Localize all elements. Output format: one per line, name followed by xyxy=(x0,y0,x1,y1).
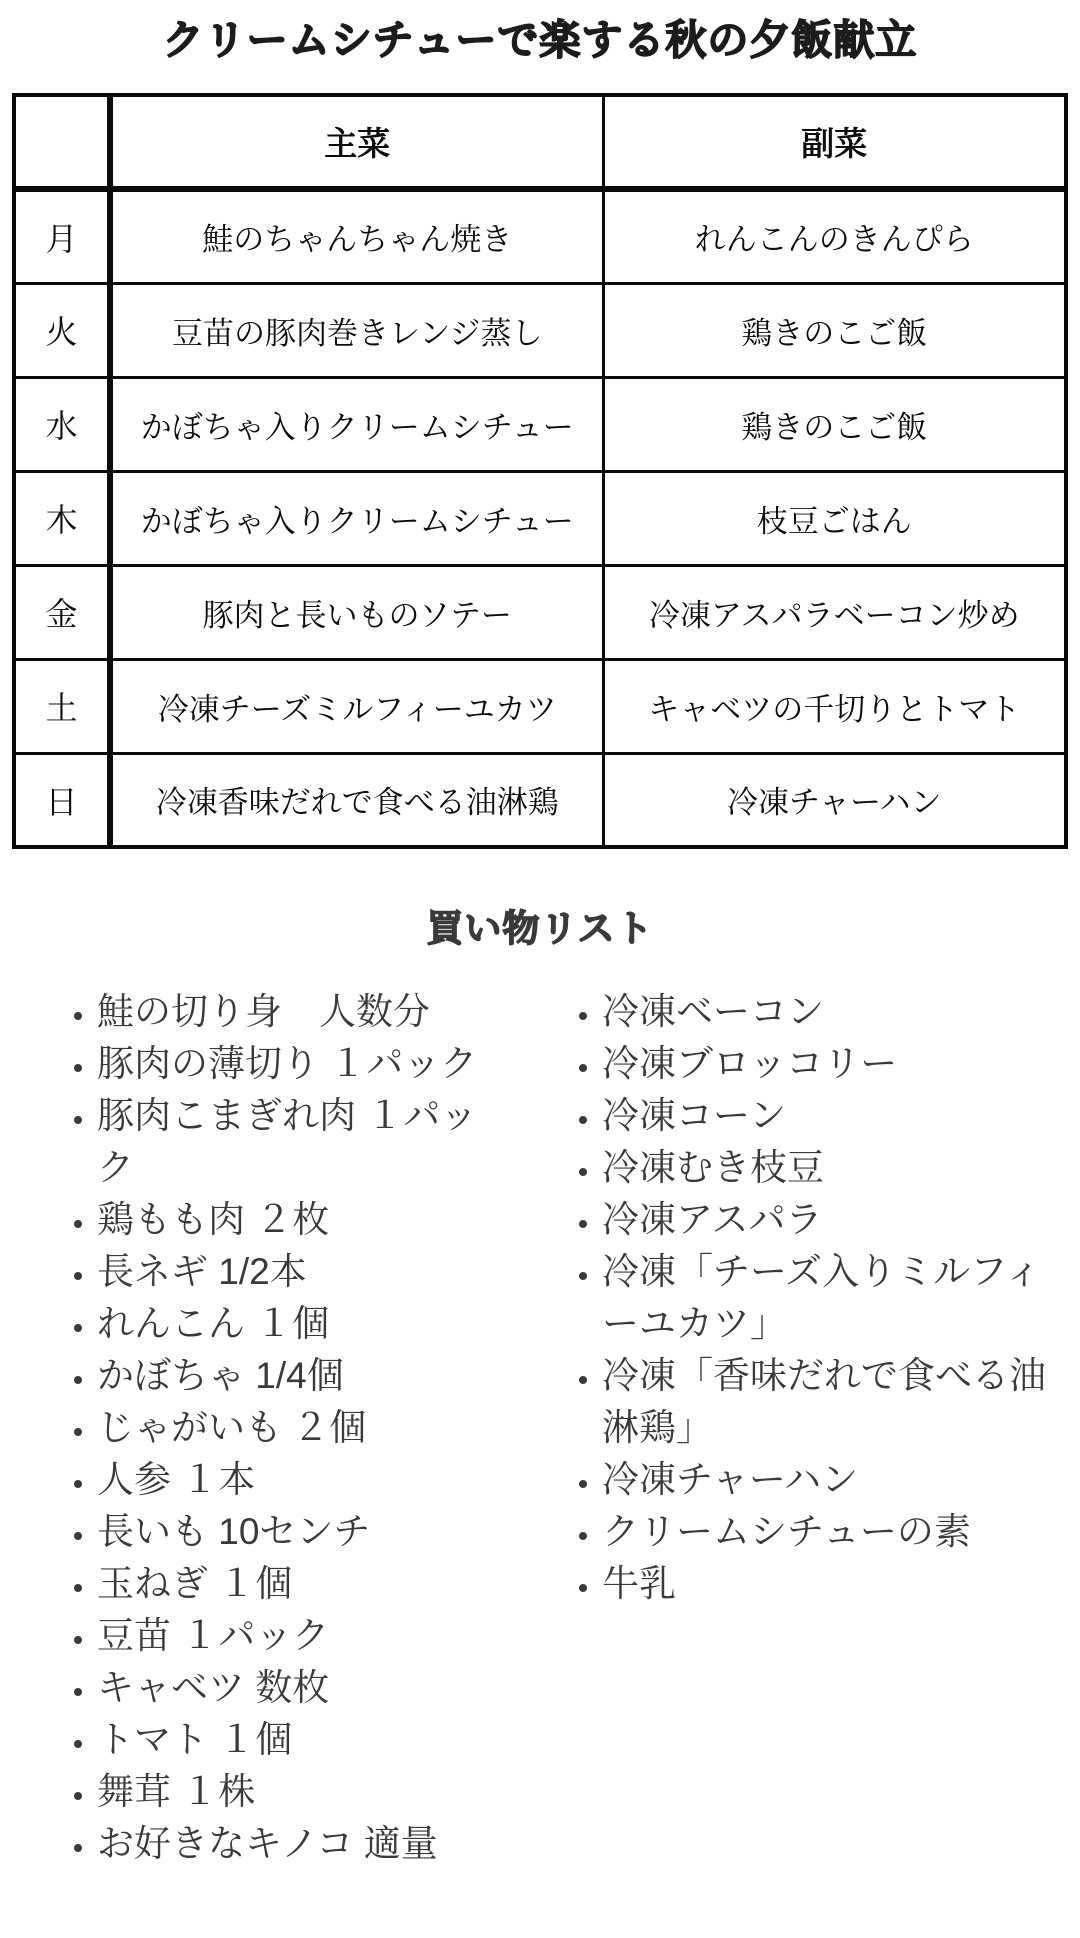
side-dish: れんこんのきんぴら xyxy=(603,189,1066,283)
list-item: • 舞茸 １株 xyxy=(97,1766,505,1818)
shopping-list-right-column xyxy=(505,986,1063,1610)
list-item: • 冷凍ブロッコリー xyxy=(602,1038,1063,1090)
day-label: 木 xyxy=(14,471,110,565)
list-item: • 冷凍むき枝豆 xyxy=(602,1142,1063,1194)
list-item: • かぼちゃ 1/4個 xyxy=(97,1350,505,1402)
day-label: 月 xyxy=(14,189,110,283)
side-dish: キャベツの千切りとトマト xyxy=(603,659,1066,753)
table-row-monday xyxy=(14,189,1066,283)
main-dish: 冷凍チーズミルフィーユカツ xyxy=(110,659,603,753)
weekly-menu-table xyxy=(12,93,1068,849)
list-item: • 長いも 10センチ xyxy=(97,1506,505,1558)
side-dish: 冷凍アスパラベーコン炒め xyxy=(603,565,1066,659)
list-item: • 長ネギ 1/2本 xyxy=(97,1246,505,1298)
main-dish: かぼちゃ入りクリームシチュー xyxy=(110,377,603,471)
table-row-saturday xyxy=(14,659,1066,753)
list-item: • キャベツ 数枚 xyxy=(97,1662,505,1714)
table-row-tuesday xyxy=(14,283,1066,377)
list-item: • 冷凍アスパラ xyxy=(602,1194,1063,1246)
list-item: • 玉ねぎ １個 xyxy=(97,1558,505,1610)
day-label: 水 xyxy=(14,377,110,471)
day-label: 日 xyxy=(14,753,110,847)
list-item: • 冷凍「香味だれで食べる油淋鶏」 xyxy=(602,1350,1063,1454)
shopping-list-title: 買い物リスト xyxy=(426,908,654,950)
day-label: 土 xyxy=(14,659,110,753)
main-dish: 鮭のちゃんちゃん焼き xyxy=(110,189,603,283)
list-item: • 牛乳 xyxy=(602,1558,1063,1610)
day-label: 火 xyxy=(14,283,110,377)
shopping-list xyxy=(0,986,1080,1870)
menu-header-row xyxy=(14,95,1066,189)
list-item: • 鮭の切り身 人数分 xyxy=(97,986,505,1038)
page-title: クリームシチューで楽する秋の夕飯献立 xyxy=(162,17,918,63)
list-item: • お好きなキノコ 適量 xyxy=(97,1818,505,1870)
table-row-sunday xyxy=(14,753,1066,847)
list-item: • 冷凍チャーハン xyxy=(602,1454,1063,1506)
list-item: • 冷凍コーン xyxy=(602,1090,1063,1142)
menu-header-main: 主菜 xyxy=(110,95,603,189)
side-dish: 鶏きのこご飯 xyxy=(603,377,1066,471)
menu-header-side: 副菜 xyxy=(603,95,1066,189)
main-dish: 豚肉と長いものソテー xyxy=(110,565,603,659)
shopping-list-left-column xyxy=(0,986,505,1870)
list-item: • れんこん １個 xyxy=(97,1298,505,1350)
list-item: • じゃがいも ２個 xyxy=(97,1402,505,1454)
list-item: • 人参 １本 xyxy=(97,1454,505,1506)
main-dish: 冷凍香味だれで食べる油淋鶏 xyxy=(110,753,603,847)
list-item: • 豚肉の薄切り １パック xyxy=(97,1038,505,1090)
side-dish: 鶏きのこご飯 xyxy=(603,283,1066,377)
table-row-wednesday xyxy=(14,377,1066,471)
main-dish: かぼちゃ入りクリームシチュー xyxy=(110,471,603,565)
day-label: 金 xyxy=(14,565,110,659)
table-row-friday xyxy=(14,565,1066,659)
list-item: • トマト １個 xyxy=(97,1714,505,1766)
main-dish: 豆苗の豚肉巻きレンジ蒸し xyxy=(110,283,603,377)
list-item: • 冷凍「チーズ入りミルフィーユカツ」 xyxy=(602,1246,1063,1350)
list-item: • 豆苗 １パック xyxy=(97,1610,505,1662)
list-item: • 冷凍ベーコン xyxy=(602,986,1063,1038)
menu-header-day xyxy=(14,95,110,189)
list-item: • クリームシチューの素 xyxy=(602,1506,1063,1558)
side-dish: 冷凍チャーハン xyxy=(603,753,1066,847)
list-item: • 鶏もも肉 ２枚 xyxy=(97,1194,505,1246)
side-dish: 枝豆ごはん xyxy=(603,471,1066,565)
table-row-thursday xyxy=(14,471,1066,565)
list-item: • 豚肉こまぎれ肉 １パック xyxy=(97,1090,505,1194)
